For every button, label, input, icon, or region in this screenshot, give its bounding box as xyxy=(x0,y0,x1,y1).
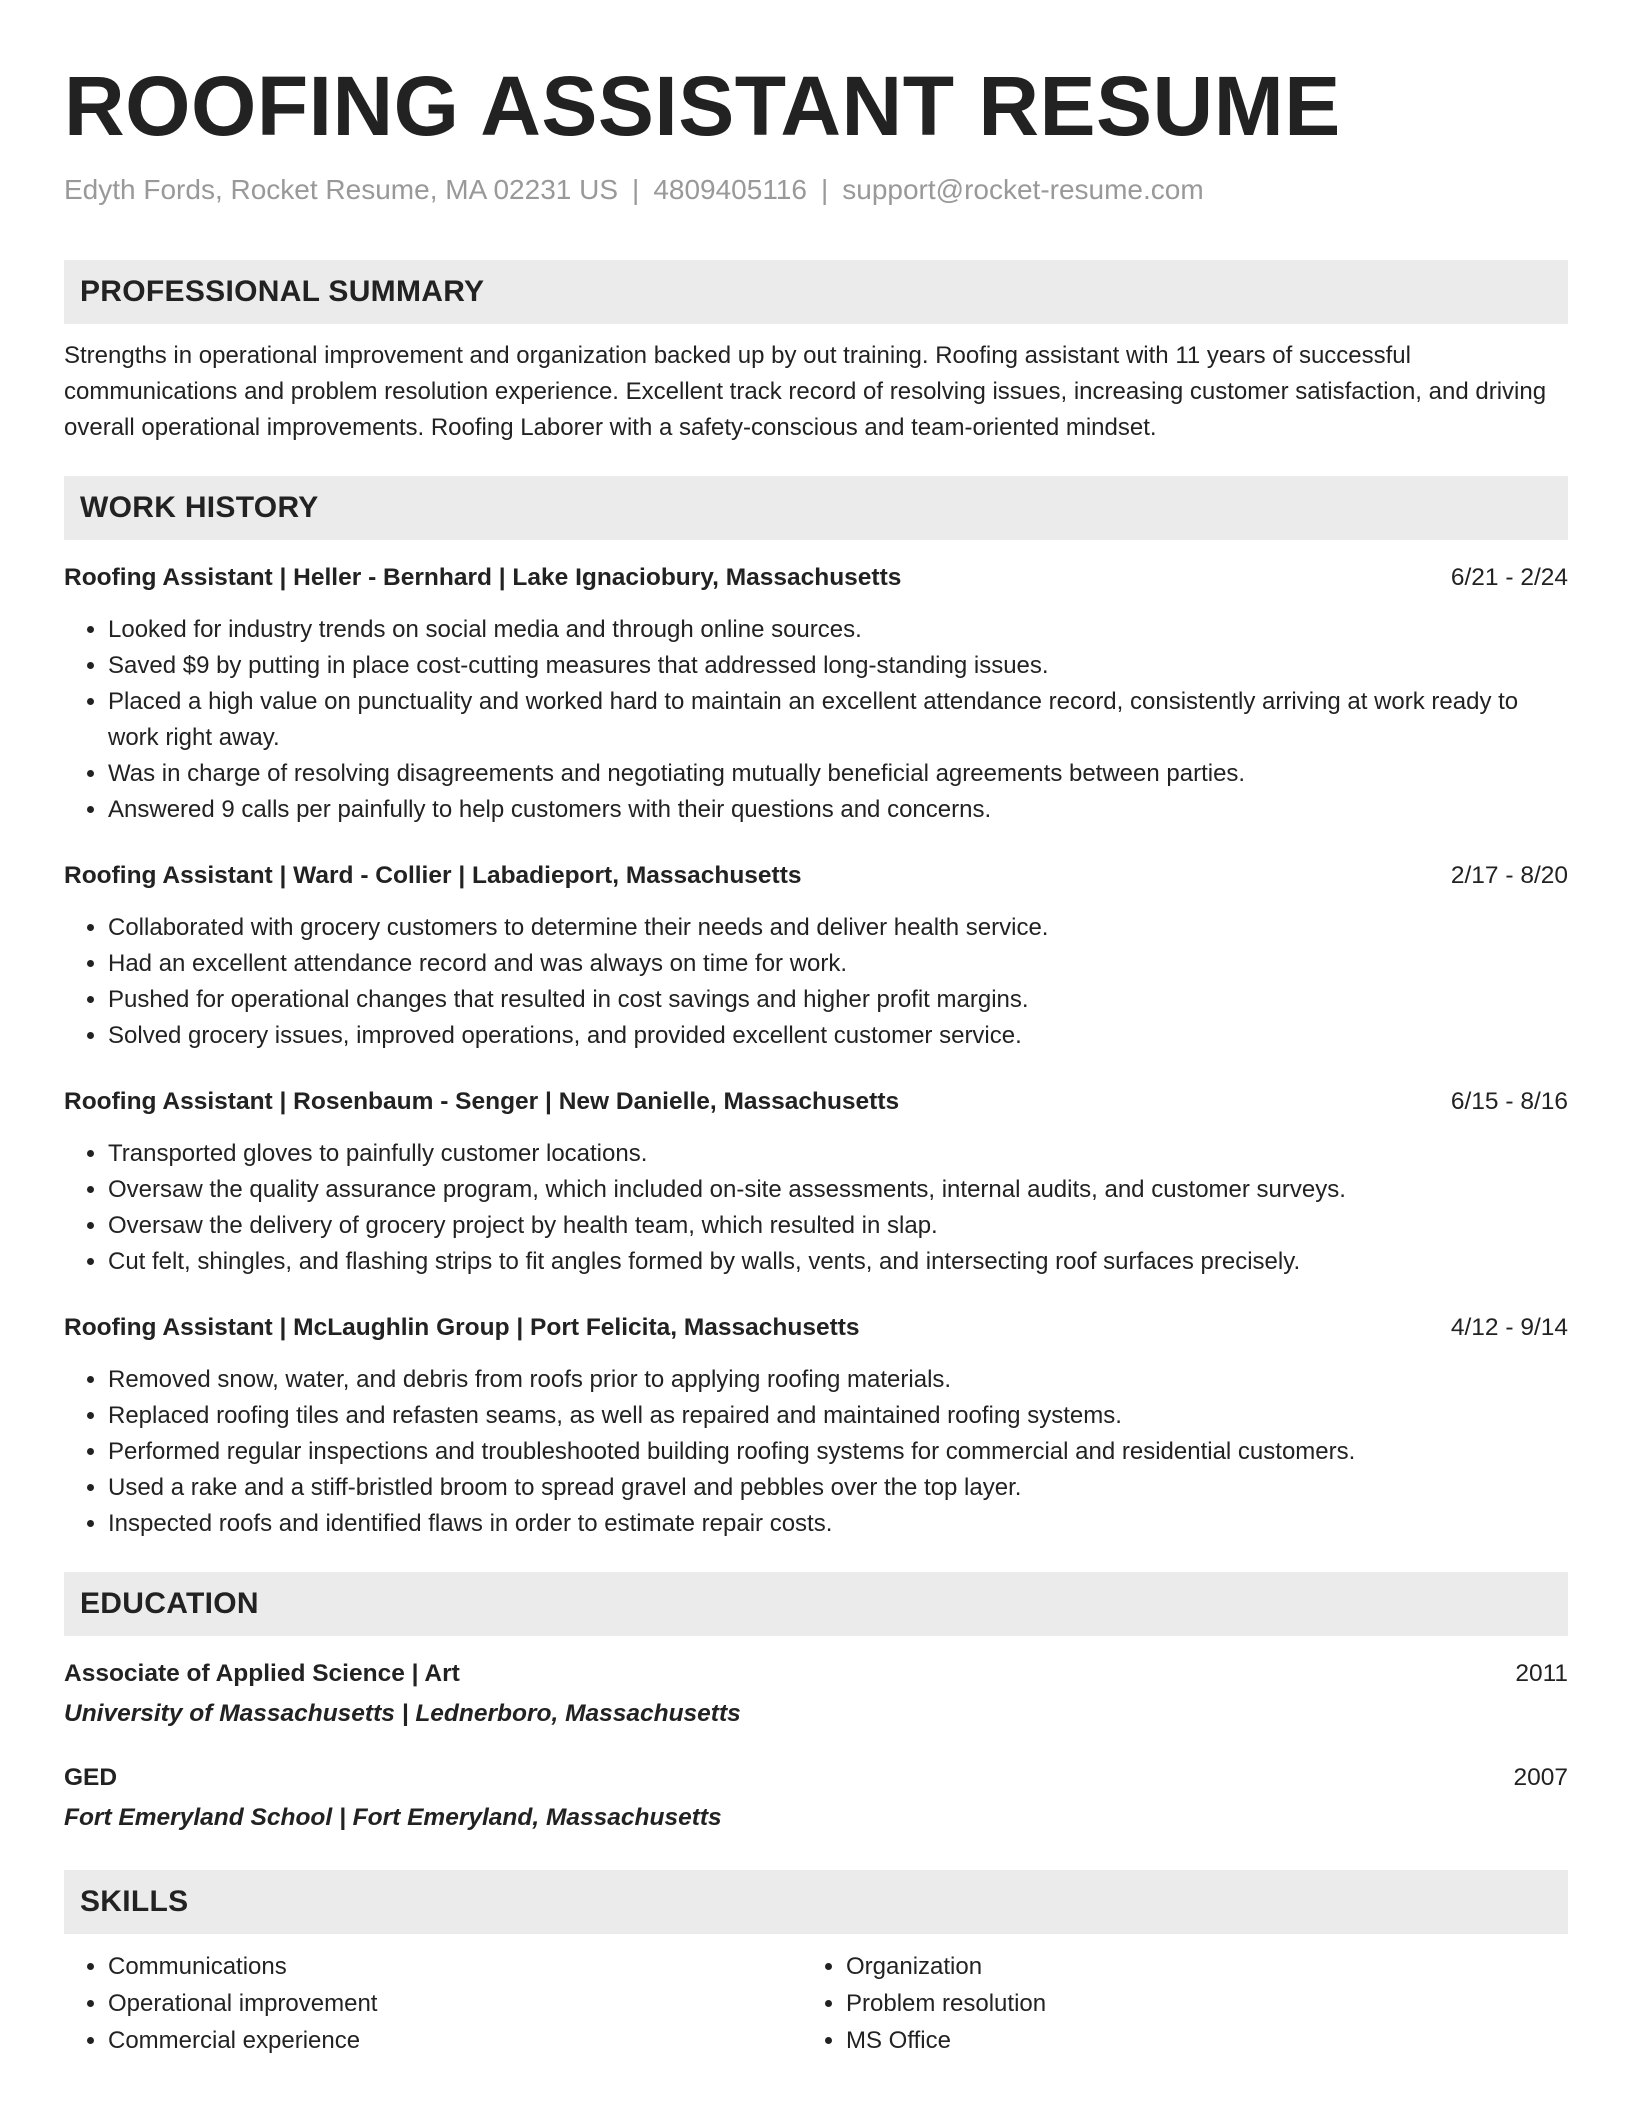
skills-column-left xyxy=(64,1948,802,2059)
education-school: Fort Emeryland School | Fort Emeryland, Massachusetts xyxy=(64,1804,722,1831)
job-bullet: • Performed regular inspections and troubleshooted building roofing systems for commercial and residential customers. xyxy=(108,1434,1568,1470)
job-bullet: • Pushed for operational changes that resulted in cost savings and higher profit margins. xyxy=(108,982,1568,1018)
education-heading: EDUCATION xyxy=(64,1572,1568,1636)
contact-phone: 4809405116 xyxy=(653,174,807,205)
contact-email: support@rocket-resume.com xyxy=(842,174,1204,205)
contact-separator: | xyxy=(632,174,640,205)
job-bullet: • Inspected roofs and identified flaws in order to estimate repair costs. xyxy=(108,1506,1568,1542)
education-degree: GED xyxy=(64,1764,118,1791)
education-year: 2007 xyxy=(1513,1764,1568,1791)
job-bullet: • Collaborated with grocery customers to determine their needs and deliver health service. xyxy=(108,910,1568,946)
education-entry xyxy=(64,1656,1568,1732)
job-bullet: • Had an excellent attendance record and was always on time for work. xyxy=(108,946,1568,982)
job-bullet: • Used a rake and a stiff-bristled broom to spread gravel and pebbles over the top layer. xyxy=(108,1470,1568,1506)
job-bullet: • Placed a high value on punctuality and worked hard to maintain an excellent attendance record, consistently arriving at work ready to work right away. xyxy=(108,684,1568,756)
job-bullet: • Solved grocery issues, improved operations, and provided excellent customer service. xyxy=(108,1018,1568,1054)
job-bullet: • Oversaw the delivery of grocery project by health team, which resulted in slap. xyxy=(108,1208,1568,1244)
job-bullets xyxy=(64,910,1568,1054)
job-title: Roofing Assistant | Ward - Collier | Labadieport, Massachusetts xyxy=(64,862,802,889)
contact-address: Edyth Fords, Rocket Resume, MA 02231 US xyxy=(64,174,619,205)
job-dates: 2/17 - 8/20 xyxy=(1450,862,1568,889)
job-entry xyxy=(64,1084,1568,1280)
professional-summary-text: Strengths in operational improvement and organization backed up by out training. Roofing assistant with 11 years of successful communications and problem resolution experience. Excellent track record of resolving issues, increasing customer satisfaction, and driving overall operational improvements. Roofing Laborer with a safety-conscious and team-oriented mindset. xyxy=(64,342,1547,441)
skill-item: • Communications xyxy=(108,1948,802,1985)
job-entry xyxy=(64,1310,1568,1542)
job-bullets xyxy=(64,1362,1568,1542)
job-title: Roofing Assistant | McLaughlin Group | Port Felicita, Massachusetts xyxy=(64,1314,860,1341)
skill-item: • MS Office xyxy=(846,2022,1540,2059)
skill-item: • Problem resolution xyxy=(846,1985,1540,2022)
work-history-heading: WORK HISTORY xyxy=(64,476,1568,540)
skill-item: • Commercial experience xyxy=(108,2022,802,2059)
job-bullet: • Replaced roofing tiles and refasten seams, as well as repaired and maintained roofing systems. xyxy=(108,1398,1568,1434)
education-entry xyxy=(64,1760,1568,1836)
skill-item: • Operational improvement xyxy=(108,1985,802,2022)
education-school: University of Massachusetts | Lednerboro, Massachusetts xyxy=(64,1700,741,1727)
job-bullets xyxy=(64,612,1568,828)
contact-separator: | xyxy=(820,174,829,205)
skill-item: • Organization xyxy=(846,1948,1540,1985)
job-bullet: • Removed snow, water, and debris from roofs prior to applying roofing materials. xyxy=(108,1362,1568,1398)
education-year: 2011 xyxy=(1515,1660,1568,1687)
job-bullet: • Looked for industry trends on social media and through online sources. xyxy=(108,612,1568,648)
job-bullet: • Transported gloves to painfully customer locations. xyxy=(108,1136,1568,1172)
job-entry xyxy=(64,858,1568,1054)
professional-summary-heading: PROFESSIONAL SUMMARY xyxy=(64,260,1568,324)
resume-title: ROOFING ASSISTANT RESUME xyxy=(64,59,1341,153)
contact-line xyxy=(64,172,1568,208)
skills-list xyxy=(64,1948,1568,2059)
job-bullet: • Oversaw the quality assurance program, which included on-site assessments, internal audits, and customer surveys. xyxy=(108,1172,1568,1208)
job-bullet: • Saved $9 by putting in place cost-cutting measures that addressed long-standing issues. xyxy=(108,648,1568,684)
job-bullet: • Answered 9 calls per painfully to help customers with their questions and concerns. xyxy=(108,792,1568,828)
job-title: Roofing Assistant | Rosenbaum - Senger | New Danielle, Massachusetts xyxy=(64,1088,900,1115)
job-bullet: • Cut felt, shingles, and flashing strips to fit angles formed by walls, vents, and intersecting roof surfaces precisely. xyxy=(108,1244,1568,1280)
job-bullets xyxy=(64,1136,1568,1280)
job-bullet: • Was in charge of resolving disagreements and negotiating mutually beneficial agreements between parties. xyxy=(108,756,1568,792)
job-title: Roofing Assistant | Heller - Bernhard | Lake Ignaciobury, Massachusetts xyxy=(64,564,902,591)
job-dates: 6/15 - 8/16 xyxy=(1450,1088,1568,1115)
education-degree: Associate of Applied Science | Art xyxy=(64,1660,460,1687)
skills-column-right xyxy=(802,1948,1540,2059)
job-dates: 6/21 - 2/24 xyxy=(1450,564,1568,591)
skills-heading: SKILLS xyxy=(64,1870,1568,1934)
job-entry xyxy=(64,560,1568,828)
job-dates: 4/12 - 9/14 xyxy=(1450,1314,1568,1341)
